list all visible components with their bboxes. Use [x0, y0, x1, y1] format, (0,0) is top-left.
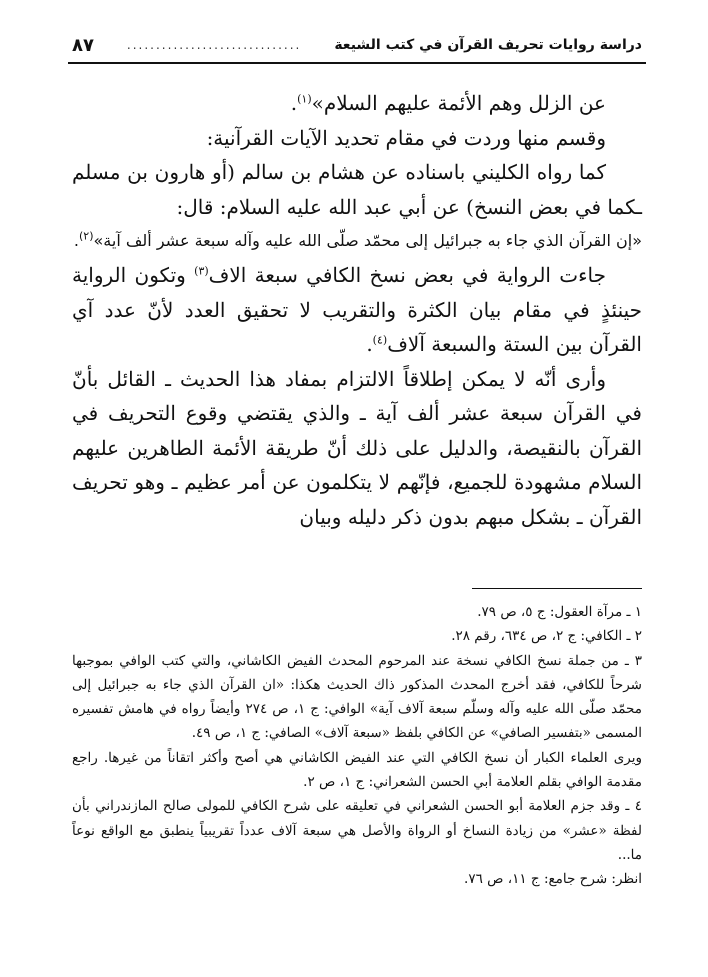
- footnote-ref-1: (١): [297, 92, 312, 106]
- paragraph-2: وقسم منها وردت في مقام تحديد الآيات القرآنية:: [206, 125, 606, 150]
- header-leader-dots: ..............................: [126, 38, 302, 52]
- footnote-ref-4: (٤): [372, 333, 388, 347]
- footnote-3-continued: ويرى العلماء الكبار أن نسخ الكافي التي عند الفيض الكاشاني هي أصح وأكثر اتقاناً من غيرها. راجع مقدمة الوافي بقلم العلامة أبي الحسن الشعراني: ج ١، ص ٢.: [72, 749, 642, 791]
- footnote-separator: [472, 588, 642, 589]
- paragraph-1-end: .: [290, 91, 298, 115]
- page-number: ٨٧: [72, 34, 94, 56]
- footnote-ref-2: (٢): [79, 229, 94, 243]
- footnote-3: ٣ ـ من جملة نسخ الكافي نسخة عند المرحوم المحدث الفيض الكاشاني، والتي كتب الوافي بموجبها شرحاً للكافي، فقد أخرج المحدث المذكور ذاك الحديث هكذا: «ان القرآن الذي جاء به جبرائيل إلى محمّد صلّى الله عليه وآله وسلّم سبعة آلاف آية» الوافي: ج ١، ص ٢٧٤ وأيضاً رواه في هامش تفسيره المسمى «بتفسير الصافي» عن الكافي بلفظ «سبعة آلاف» الصافي: ج ١، ص ٤٩.: [72, 652, 642, 742]
- main-text: [72, 86, 642, 534]
- paragraph-1: [72, 86, 642, 121]
- paragraph-5: [72, 258, 642, 362]
- footnote-4: ٤ ـ وقد جزم العلامة أبو الحسن الشعراني في تعليقه على شرح الكافي للمولى صالح المازندراني بأن لفظة «عشر» من زيادة النساخ أو الرواة والأصل هي سبعة آلاف عدداً تقريبياً ينطبق مع الواقع نوعاً ما...: [72, 798, 642, 863]
- running-title: دراسة روايات تحريف القرآن في كتب الشيعة: [334, 37, 642, 53]
- paragraph-5-text-b: وتكون الرواية حينئذٍ في مقام بيان الكثرة والتقريب لا تحقيق العدد لأنّ عدد آي القرآن بين الستة والسبعة آلاف: [72, 263, 642, 356]
- paragraph-5-end: .: [366, 332, 373, 356]
- paragraph-6: وأرى أنّه لا يمكن إطلاقاً الالتزام بمفاد هذا الحديث ـ القائل بأنّ في القرآن سبعة عشر ألف آية ـ والذي يقتضي وقوع التحريف في القرآن بالنقيصة، والدليل على ذلك أنّ طريقة الأئمة الطاهرين عليهم السلام مشهودة للجميع، فإنّهم لا يتكلمون عن أمر عظيم ـ وهو تحريف القرآن ـ بشكل مبهم بدون ذكر دليله وبيان: [72, 366, 642, 529]
- header-rule: [68, 62, 646, 64]
- running-header: [72, 28, 642, 62]
- footnote-1: ١ ـ مرآة العقول: ج ٥، ص ٧٩.: [477, 604, 642, 620]
- hadith-quote-text: «إن القرآن الذي جاء به جبرائيل إلى محمّد صلّى الله عليه وآله سبعة عشر ألف آية»: [93, 231, 642, 250]
- paragraph-3: كما رواه الكليني باسناده عن هشام بن سالم (أو هارون بن مسلم ـكما في بعض النسخ) عن أبي عبد الله عليه السلام: قال:: [72, 160, 642, 219]
- paragraph-5-text-a: جاءت الرواية في بعض نسخ الكافي سبعة الاف: [208, 263, 606, 287]
- footnote-ref-3: (٣): [194, 264, 209, 278]
- footnotes: [72, 600, 642, 892]
- footnote-4-source: انظر: شرح جامع: ج ١١، ص ٧٦.: [464, 871, 642, 888]
- hadith-quote-end: .: [73, 231, 79, 250]
- paragraph-1-text: عن الزلل وهم الأئمة عليهم السلام»: [311, 91, 606, 115]
- book-page: [72, 28, 642, 977]
- footnote-2: ٢ ـ الكافي: ج ٢، ص ٦٣٤، رقم ٢٨.: [451, 628, 642, 645]
- hadith-quote: [72, 224, 642, 258]
